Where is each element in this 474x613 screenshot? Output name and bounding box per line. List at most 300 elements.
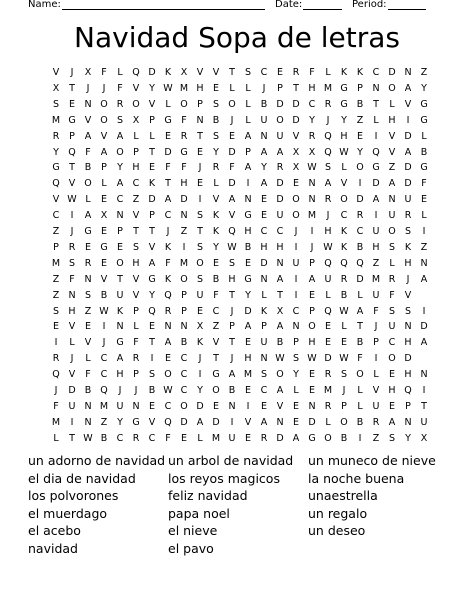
- grid-letter: M: [243, 369, 253, 381]
- grid-letter: S: [388, 305, 396, 317]
- grid-letter: Q: [52, 369, 60, 381]
- grid-letter: A: [100, 146, 108, 158]
- grid-letter: E: [84, 321, 91, 333]
- grid-letter: N: [420, 257, 428, 269]
- word-list-item: unaestrella: [308, 488, 378, 503]
- grid-letter: T: [69, 82, 75, 94]
- grid-letter: B: [212, 273, 220, 285]
- grid-letter: X: [52, 82, 60, 94]
- grid-letter: V: [132, 273, 140, 285]
- grid-letter: S: [404, 305, 412, 317]
- grid-letter: A: [84, 130, 92, 142]
- grid-letter: K: [116, 305, 124, 317]
- grid-letter: N: [180, 321, 188, 333]
- grid-letter: N: [116, 321, 124, 333]
- grid-letter: H: [244, 226, 252, 237]
- grid-letter: V: [68, 178, 76, 190]
- name-blank-line: [62, 9, 265, 10]
- grid-letter: R: [356, 210, 364, 222]
- grid-letter: C: [100, 353, 108, 365]
- grid-letter: W: [163, 385, 173, 396]
- grid-letter: A: [356, 305, 364, 317]
- grid-letter: F: [165, 432, 171, 444]
- grid-letter: Q: [132, 67, 140, 78]
- grid-letter: V: [276, 400, 284, 412]
- grid-letter: Y: [149, 289, 155, 301]
- grid-letter: Q: [324, 257, 332, 269]
- grid-letter: T: [293, 82, 299, 94]
- grid-letter: E: [308, 369, 315, 381]
- grid-letter: O: [84, 178, 92, 190]
- grid-letter: N: [308, 194, 316, 206]
- grid-letter: K: [340, 226, 348, 237]
- grid-letter: E: [196, 146, 203, 158]
- grid-letter: D: [404, 353, 412, 365]
- grid-letter: V: [52, 67, 60, 78]
- grid-letter: A: [228, 194, 236, 206]
- grid-letter: S: [388, 241, 396, 253]
- grid-letter: C: [372, 67, 380, 78]
- grid-letter: F: [373, 305, 379, 317]
- grid-letter: U: [324, 273, 332, 285]
- grid-letter: Z: [52, 273, 60, 285]
- grid-letter: E: [340, 337, 347, 349]
- grid-letter: L: [101, 178, 107, 190]
- grid-letter: S: [68, 257, 76, 269]
- grid-letter: L: [389, 257, 395, 269]
- grid-letter: I: [294, 241, 298, 253]
- grid-letter: I: [54, 337, 58, 349]
- grid-letter: E: [356, 130, 363, 142]
- grid-letter: L: [357, 400, 363, 412]
- grid-letter: J: [198, 162, 202, 174]
- grid-letter: A: [324, 178, 332, 190]
- grid-letter: I: [310, 226, 314, 237]
- grid-letter: M: [179, 82, 189, 94]
- grid-letter: Z: [180, 226, 188, 237]
- grid-letter: B: [100, 289, 108, 301]
- grid-letter: B: [356, 241, 364, 253]
- grid-letter: O: [100, 98, 108, 110]
- grid-letter: L: [373, 369, 379, 381]
- grid-letter: V: [84, 337, 92, 349]
- word-list-item: feliz navidad: [168, 488, 248, 503]
- grid-letter: H: [276, 241, 284, 253]
- grid-letter: B: [244, 241, 252, 253]
- grid-letter: D: [180, 416, 188, 428]
- grid-letter: T: [133, 226, 139, 237]
- grid-letter: U: [404, 194, 412, 206]
- grid-letter: Z: [372, 257, 380, 269]
- grid-letter: G: [372, 162, 380, 174]
- grid-letter: S: [52, 305, 60, 317]
- grid-letter: E: [100, 226, 107, 237]
- grid-letter: R: [324, 400, 332, 412]
- grid-letter: U: [372, 226, 380, 237]
- grid-letter: X: [292, 162, 300, 174]
- grid-letter: H: [260, 241, 268, 253]
- grid-letter: P: [149, 114, 155, 126]
- grid-letter: L: [133, 130, 139, 142]
- grid-letter: A: [388, 178, 396, 190]
- grid-letter: X: [84, 67, 92, 78]
- grid-letter: U: [388, 210, 396, 222]
- grid-letter: C: [340, 210, 348, 222]
- grid-letter: J: [102, 337, 106, 349]
- grid-letter: L: [325, 67, 331, 78]
- grid-letter: D: [276, 98, 284, 110]
- grid-letter: Z: [100, 416, 108, 428]
- grid-letter: O: [116, 146, 124, 158]
- word-list-item: un arbol de navidad: [168, 453, 294, 468]
- grid-letter: O: [276, 369, 284, 381]
- grid-letter: P: [181, 305, 187, 317]
- grid-letter: A: [260, 416, 268, 428]
- grid-letter: V: [372, 385, 380, 396]
- grid-letter: R: [404, 210, 412, 222]
- word-list-item: el pavo: [168, 540, 214, 556]
- grid-letter: H: [404, 337, 412, 349]
- grid-letter: N: [276, 257, 284, 269]
- grid-letter: S: [228, 257, 236, 269]
- grid-letter: O: [180, 273, 188, 285]
- date-blank-line: [303, 9, 342, 10]
- grid-letter: T: [149, 146, 155, 158]
- grid-letter: A: [276, 146, 284, 158]
- grid-letter: L: [85, 194, 91, 206]
- grid-letter: N: [260, 130, 268, 142]
- grid-letter: C: [356, 226, 364, 237]
- grid-letter: B: [212, 114, 220, 126]
- grid-letter: L: [293, 385, 299, 396]
- grid-letter: E: [148, 400, 155, 412]
- grid-letter: J: [230, 353, 234, 365]
- grid-letter: V: [388, 146, 396, 158]
- grid-letter: W: [323, 241, 333, 253]
- grid-letter: D: [260, 257, 268, 269]
- grid-letter: N: [420, 369, 428, 381]
- grid-letter: E: [212, 257, 219, 269]
- grid-letter: F: [133, 337, 139, 349]
- grid-letter: T: [229, 67, 235, 78]
- grid-letter: W: [307, 162, 317, 174]
- grid-letter: P: [405, 400, 411, 412]
- grid-letter: N: [164, 321, 172, 333]
- grid-row: [48, 429, 432, 448]
- grid-letter: K: [196, 337, 204, 349]
- grid-letter: Q: [324, 305, 332, 317]
- grid-letter: J: [86, 82, 90, 94]
- grid-letter: W: [99, 305, 109, 317]
- grid-letter: M: [51, 416, 61, 428]
- grid-letter: D: [292, 98, 300, 110]
- grid-letter: C: [260, 67, 268, 78]
- grid-letter: A: [228, 369, 236, 381]
- grid-letter: B: [420, 146, 428, 158]
- grid-letter: Z: [84, 305, 92, 317]
- grid-letter: V: [100, 273, 108, 285]
- page-title: Navidad Sopa de letras: [74, 21, 400, 54]
- grid-letter: E: [148, 162, 155, 174]
- grid-letter: V: [52, 194, 60, 206]
- grid-letter: T: [149, 226, 155, 237]
- grid-letter: R: [164, 305, 172, 317]
- grid-letter: L: [389, 98, 395, 110]
- grid-letter: F: [165, 162, 171, 174]
- grid-letter: Y: [341, 114, 347, 126]
- grid-letter: N: [372, 82, 380, 94]
- grid-letter: T: [117, 273, 123, 285]
- grid-letter: M: [51, 114, 61, 126]
- grid-letter: A: [276, 321, 284, 333]
- grid-letter: H: [244, 353, 252, 365]
- period-blank-line: [388, 9, 426, 10]
- worksheet-header: [0, 0, 474, 14]
- grid-letter: T: [69, 432, 75, 444]
- word-list-item: la noche buena: [308, 470, 405, 486]
- grid-letter: I: [422, 226, 426, 237]
- grid-letter: L: [341, 162, 347, 174]
- grid-letter: Q: [324, 130, 332, 142]
- grid-letter: C: [100, 369, 108, 381]
- grid-letter: P: [373, 337, 379, 349]
- grid-letter: N: [180, 210, 188, 222]
- grid-letter: M: [371, 273, 381, 285]
- grid-letter: P: [133, 369, 139, 381]
- grid-letter: O: [308, 321, 316, 333]
- grid-letter: M: [307, 210, 317, 222]
- grid-letter: X: [132, 114, 140, 126]
- grid-letter: J: [118, 385, 122, 396]
- grid-letter: D: [388, 67, 396, 78]
- grid-letter: Z: [52, 289, 60, 301]
- grid-letter: G: [84, 226, 92, 237]
- grid-letter: H: [388, 114, 396, 126]
- grid-letter: A: [404, 146, 412, 158]
- grid-letter: Q: [356, 257, 364, 269]
- grid-letter: U: [292, 257, 300, 269]
- grid-letter: I: [150, 353, 154, 365]
- grid-letter: V: [404, 98, 412, 110]
- grid-letter: R: [52, 130, 60, 142]
- grid-letter: N: [404, 416, 412, 428]
- grid-letter: U: [228, 432, 236, 444]
- grid-letter: T: [149, 337, 155, 349]
- grid-letter: O: [180, 400, 188, 412]
- grid-letter: Q: [228, 226, 236, 237]
- word-list-item: un deseo: [308, 523, 366, 538]
- grid-letter: N: [260, 273, 268, 285]
- grid-letter: L: [117, 67, 123, 78]
- grid-letter: Q: [68, 146, 76, 158]
- grid-letter: S: [132, 241, 140, 253]
- grid-letter: N: [388, 194, 396, 206]
- word-list-item: el dia de navidad: [28, 470, 136, 486]
- grid-letter: J: [310, 241, 314, 253]
- grid-letter: L: [133, 321, 139, 333]
- grid-letter: G: [52, 162, 60, 174]
- grid-letter: D: [212, 416, 220, 428]
- word-list-column: [308, 452, 453, 540]
- grid-letter: T: [229, 289, 235, 301]
- grid-letter: N: [308, 400, 316, 412]
- word-list-item: un regalo: [308, 505, 368, 521]
- grid-letter: H: [308, 337, 316, 349]
- grid-letter: V: [100, 130, 108, 142]
- grid-letter: O: [164, 369, 172, 381]
- grid-letter: K: [148, 178, 156, 190]
- grid-letter: D: [148, 194, 156, 206]
- grid-letter: I: [422, 385, 426, 396]
- grid-letter: F: [181, 114, 187, 126]
- grid-letter: N: [276, 416, 284, 428]
- grid-letter: O: [180, 98, 188, 110]
- grid-letter: N: [84, 98, 92, 110]
- grid-letter: C: [116, 432, 124, 444]
- grid-letter: V: [244, 416, 252, 428]
- grid-letter: T: [197, 130, 203, 142]
- grid-letter: A: [244, 321, 252, 333]
- grid-letter: A: [420, 273, 428, 285]
- grid-letter: F: [69, 273, 75, 285]
- grid-letter: G: [340, 98, 348, 110]
- grid-letter: I: [374, 130, 378, 142]
- grid-letter: T: [197, 226, 203, 237]
- grid-letter: P: [341, 400, 347, 412]
- grid-letter: W: [83, 432, 93, 444]
- grid-letter: J: [230, 305, 234, 317]
- grid-letter: E: [324, 337, 331, 349]
- grid-letter: V: [132, 289, 140, 301]
- grid-letter: F: [389, 289, 395, 301]
- grid-letter: Q: [164, 416, 172, 428]
- grid-letter: A: [244, 130, 252, 142]
- grid-letter: E: [148, 321, 155, 333]
- word-list-column: [168, 452, 313, 557]
- grid-letter: F: [421, 178, 427, 190]
- word-list-item: los polvorones: [28, 488, 119, 503]
- grid-letter: W: [275, 353, 285, 365]
- grid-letter: O: [292, 194, 300, 206]
- grid-letter: G: [116, 337, 124, 349]
- grid-letter: L: [245, 98, 251, 110]
- grid-letter: U: [116, 289, 124, 301]
- grid-letter: I: [246, 400, 250, 412]
- grid-letter: C: [132, 178, 140, 190]
- grid-letter: P: [245, 146, 251, 158]
- grid-letter: C: [276, 226, 284, 237]
- grid-letter: P: [101, 162, 107, 174]
- grid-letter: U: [260, 114, 268, 126]
- grid-letter: I: [422, 305, 426, 317]
- grid-letter: C: [164, 210, 172, 222]
- grid-letter: E: [116, 241, 123, 253]
- grid-letter: D: [180, 194, 188, 206]
- grid-letter: C: [260, 385, 268, 396]
- grid-letter: Q: [340, 257, 348, 269]
- grid-letter: N: [196, 114, 204, 126]
- grid-letter: M: [99, 400, 109, 412]
- word-list-item: navidad: [28, 540, 78, 556]
- word-list-item: el muerdago: [28, 505, 108, 521]
- grid-letter: F: [85, 146, 91, 158]
- grid-letter: C: [180, 353, 188, 365]
- grid-letter: E: [260, 194, 267, 206]
- grid-letter: V: [196, 67, 204, 78]
- grid-letter: I: [230, 416, 234, 428]
- grid-letter: P: [277, 82, 283, 94]
- word-list: [28, 452, 458, 562]
- grid-letter: G: [148, 273, 156, 285]
- date-label: Date:: [275, 0, 303, 10]
- grid-letter: D: [276, 178, 284, 190]
- grid-letter: C: [116, 194, 124, 206]
- grid-letter: N: [404, 67, 412, 78]
- grid-letter: E: [180, 432, 187, 444]
- grid-letter: S: [212, 130, 220, 142]
- grid-letter: L: [229, 82, 235, 94]
- grid-letter: P: [69, 130, 75, 142]
- grid-letter: K: [260, 305, 268, 317]
- grid-letter: J: [326, 114, 330, 126]
- grid-letter: I: [70, 416, 74, 428]
- grid-letter: Z: [132, 194, 140, 206]
- grid-letter: E: [100, 194, 107, 206]
- grid-letter: U: [276, 130, 284, 142]
- grid-letter: V: [68, 369, 76, 381]
- grid-letter: V: [212, 194, 220, 206]
- grid-letter: R: [132, 432, 140, 444]
- grid-letter: F: [117, 82, 123, 94]
- grid-letter: L: [357, 289, 363, 301]
- grid-letter: S: [196, 273, 204, 285]
- grid-letter: Z: [420, 67, 428, 78]
- grid-letter: S: [196, 210, 204, 222]
- grid-letter: L: [357, 385, 363, 396]
- grid-letter: N: [292, 321, 300, 333]
- grid-letter: K: [212, 210, 220, 222]
- grid-letter: M: [323, 385, 333, 396]
- grid-letter: N: [84, 400, 92, 412]
- grid-letter: D: [276, 194, 284, 206]
- grid-letter: U: [276, 210, 284, 222]
- grid-letter: G: [420, 114, 428, 126]
- grid-letter: O: [196, 257, 204, 269]
- grid-letter: A: [116, 130, 124, 142]
- grid-letter: J: [102, 82, 106, 94]
- grid-letter: Q: [148, 305, 156, 317]
- grid-letter: R: [324, 98, 332, 110]
- grid-letter: D: [404, 162, 412, 174]
- word-list-column: [28, 452, 173, 557]
- grid-letter: Y: [309, 114, 315, 126]
- grid-letter: S: [212, 98, 220, 110]
- grid-letter: L: [325, 416, 331, 428]
- grid-letter: D: [404, 178, 412, 190]
- grid-letter: Q: [324, 146, 332, 158]
- grid-letter: O: [388, 226, 396, 237]
- grid-letter: A: [116, 353, 124, 365]
- grid-letter: U: [68, 400, 76, 412]
- grid-letter: O: [356, 369, 364, 381]
- grid-letter: Z: [420, 241, 428, 253]
- grid-letter: K: [356, 67, 364, 78]
- grid-letter: X: [308, 146, 316, 158]
- grid-letter: D: [356, 273, 364, 285]
- name-label: Name:: [28, 0, 61, 10]
- grid-letter: V: [388, 130, 396, 142]
- grid-letter: U: [196, 289, 204, 301]
